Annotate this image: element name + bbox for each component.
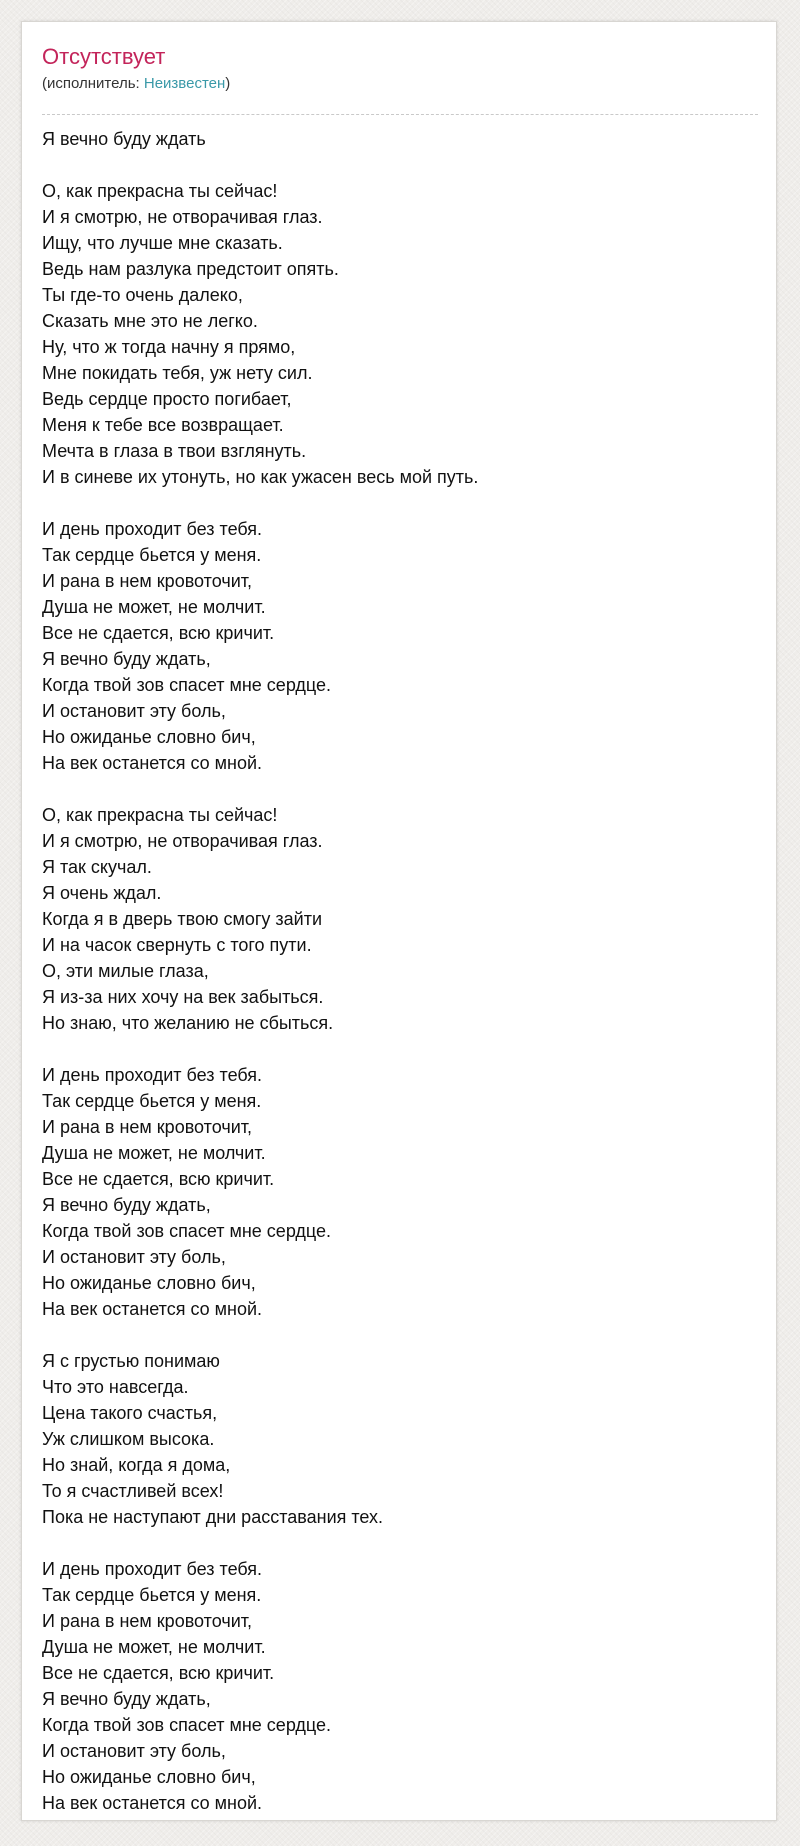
lyric-line: О, как прекрасна ты сейчас! [42,805,278,825]
lyric-line: Когда твой зов спасет мне сердце. [42,1715,332,1735]
lyric-line: Я вечно буду ждать, [42,1195,211,1215]
lyrics-stanza [42,178,758,490]
lyric-line: Когда твой зов спасет мне сердце. [42,675,332,695]
lyric-line: И в синеве их утонуть, но как ужасен весь мой путь. [42,467,479,487]
lyric-line: Пока не наступают дни расставания тех. [42,1507,384,1527]
lyric-line: Так сердце бьется у меня. [42,1091,262,1111]
lyric-line: О, эти милые глаза, [42,961,209,981]
lyric-line: Цена такого счастья, [42,1403,218,1423]
lyric-line: И день проходит без тебя. [42,1065,263,1085]
lyric-line: Я так скучал. [42,857,152,877]
lyric-line: Когда я в дверь твою смогу зайти [42,909,323,929]
lyric-line: Уж слишком высока. [42,1429,215,1449]
lyric-line: Когда твой зов спасет мне сердце. [42,1221,332,1241]
artist-line [42,74,230,94]
artist-link[interactable]: Неизвестен [143,75,226,92]
lyric-line: О, как прекрасна ты сейчас! [42,181,278,201]
song-header [42,44,758,115]
lyric-line: Мне покидать тебя, уж нету сил. [42,363,313,383]
lyric-line: Душа не может, не молчит. [42,1143,266,1163]
lyric-line: Все не сдается, всю кричит. [42,623,275,643]
lyric-line: И рана в нем кровоточит, [42,1117,253,1137]
lyric-line: Но ожиданье словно бич, [42,727,256,747]
lyric-line: Сказать мне это не легко. [42,311,258,331]
lyric-line: Но знаю, что желанию не сбыться. [42,1013,334,1033]
lyrics-stanza [42,1062,758,1322]
lyric-line: И я смотрю, не отворачивая глаз. [42,207,323,227]
lyric-line: Ты где-то очень далеко, [42,285,243,305]
lyric-line: И день проходит без тебя. [42,519,263,539]
lyric-line: Меня к тебе все возвращает. [42,415,284,435]
lyrics-card [21,21,777,1821]
lyric-line: Мечта в глаза в твои взглянуть. [42,441,307,461]
lyrics-stanza [42,126,758,152]
artist-prefix: (исполнитель: [42,75,144,92]
song-title: Отсутствует [42,44,166,69]
lyric-line: И на часок свернуть с того пути. [42,935,312,955]
lyric-line: Я очень ждал. [42,883,162,903]
artist-suffix: ) [225,75,231,92]
lyrics-stanza [42,516,758,776]
lyric-line: И рана в нем кровоточит, [42,571,253,591]
lyric-line: Душа не может, не молчит. [42,597,266,617]
lyric-line: То я счастливей всех! [42,1481,224,1501]
lyric-line: И остановит эту боль, [42,1247,226,1267]
lyric-line: Так сердце бьется у меня. [42,1585,262,1605]
lyric-line: На век останется со мной. [42,1793,263,1813]
lyric-line: И рана в нем кровоточит, [42,1611,253,1631]
lyric-line: И день проходит без тебя. [42,1559,263,1579]
lyric-line: И остановит эту боль, [42,701,226,721]
lyric-line: Я из-за них хочу на век забыться. [42,987,324,1007]
lyric-line: На век останется со мной. [42,1299,263,1319]
lyric-line: Ведь сердце просто погибает, [42,389,292,409]
lyric-line: И остановит эту боль, [42,1741,226,1761]
lyric-line: Что это навсегда. [42,1377,189,1397]
lyric-line: Ведь нам разлука предстоит опять. [42,259,339,279]
lyric-line: Но знай, когда я дома, [42,1455,231,1475]
lyric-line: Так сердце бьется у меня. [42,545,262,565]
lyrics-stanza [42,802,758,1036]
lyric-line: Но ожиданье словно бич, [42,1767,256,1787]
lyric-line: На век останется со мной. [42,753,263,773]
lyrics-stanza [42,1556,758,1816]
lyric-line: Я с грустью понимаю [42,1351,220,1371]
lyric-line: Но ожиданье словно бич, [42,1273,256,1293]
lyrics-stanza [42,1348,758,1530]
lyric-line: Ну, что ж тогда начну я прямо, [42,337,296,357]
lyric-line: Все не сдается, всю кричит. [42,1169,275,1189]
lyric-line: Ищу, что лучше мне сказать. [42,233,283,253]
lyric-line: Душа не может, не молчит. [42,1637,266,1657]
lyrics-body [42,126,758,1842]
lyric-line: Я вечно буду ждать, [42,649,211,669]
lyric-line: И я смотрю, не отворачивая глаз. [42,831,323,851]
lyric-line: Я вечно буду ждать [42,129,206,149]
lyric-line: Все не сдается, всю кричит. [42,1663,275,1683]
lyric-line: Я вечно буду ждать, [42,1689,211,1709]
